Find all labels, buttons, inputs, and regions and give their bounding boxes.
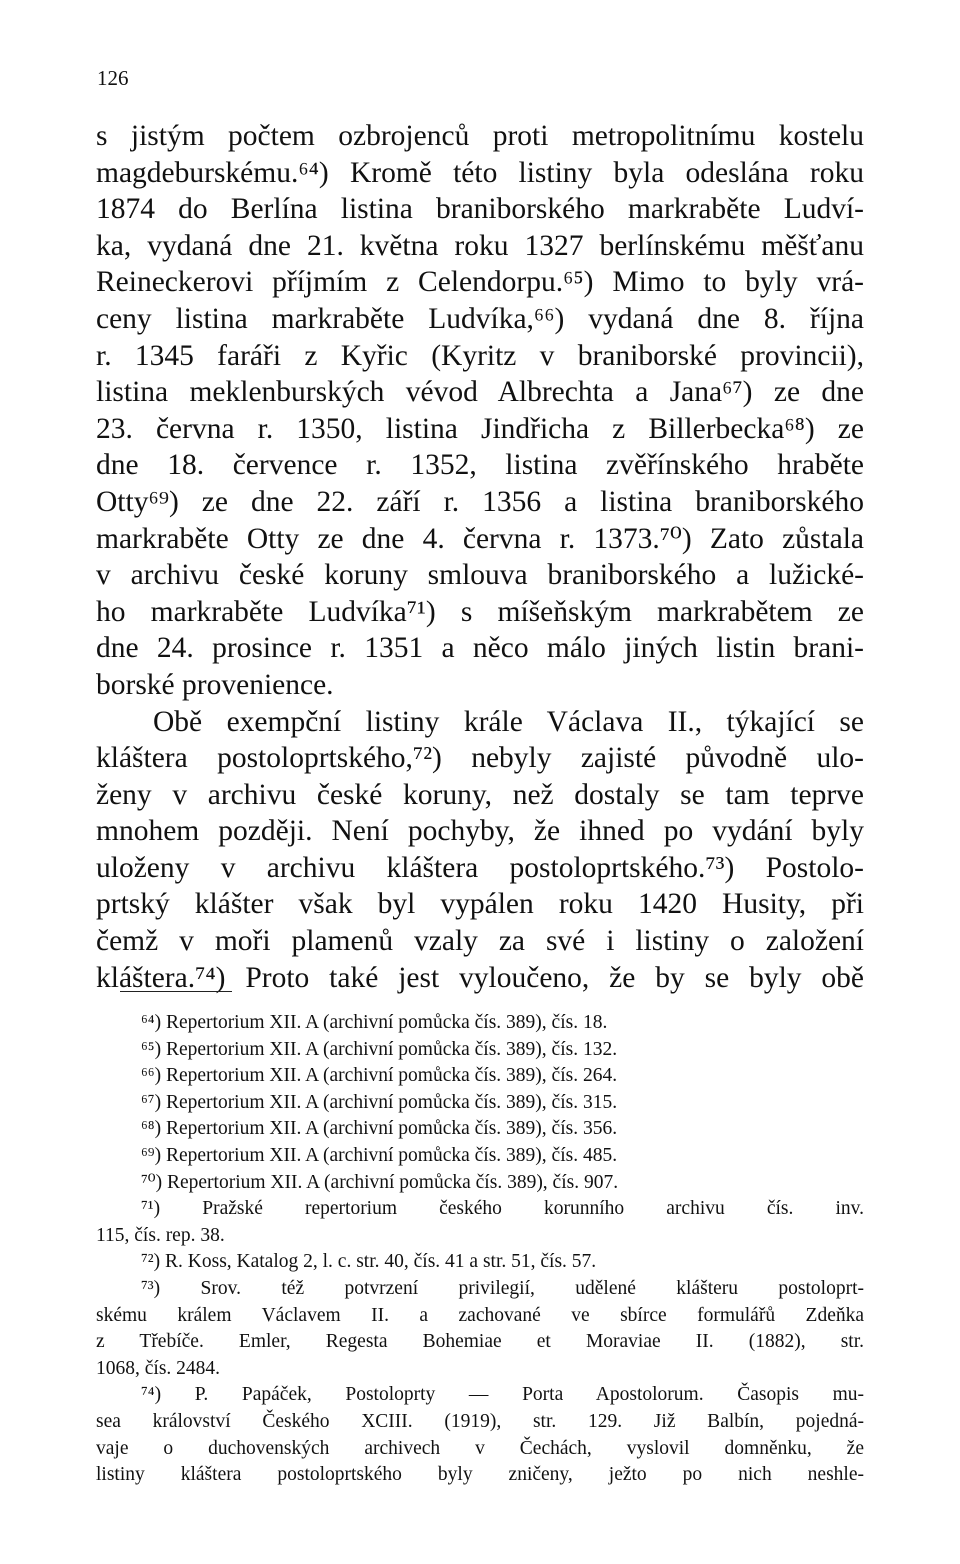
body-line: uloženy v archivu kláštera postoloprtského.⁷³) Postolo- bbox=[96, 851, 864, 884]
footnote-line: 1068, čís. 2484. bbox=[96, 1357, 221, 1379]
footnote-line: 115, čís. rep. 38. bbox=[96, 1224, 225, 1246]
footnote-line: sea království Českého XCIII. (1919), str. 129. Již Balbín, pojedná- bbox=[96, 1410, 864, 1432]
page-number: 126 bbox=[97, 66, 129, 90]
body-line: 23. června r. 1350, listina Jindřicha z Billerbecka⁶⁸) ze bbox=[96, 412, 864, 445]
footnote-line: ⁶⁷) Repertorium XII. A (archivní pomůcka čís. 389), čís. 315. bbox=[141, 1091, 618, 1113]
footnote-line: skému králem Václavem II. a zachované ve sbírce formulářů Zdeňka bbox=[96, 1304, 864, 1326]
body-line: borské provenience. bbox=[96, 668, 334, 701]
body-line: čemž v moři plamenů vzaly za své i listiny o založení bbox=[96, 925, 864, 958]
footnote-line: ⁶⁹) Repertorium XII. A (archivní pomůcka čís. 389), čís. 485. bbox=[141, 1144, 618, 1166]
footnote-line: ⁶⁸) Repertorium XII. A (archivní pomůcka čís. 389), čís. 356. bbox=[141, 1118, 618, 1140]
footnote-line: ⁶⁶) Repertorium XII. A (archivní pomůcka čís. 389), čís. 264. bbox=[141, 1065, 618, 1087]
body-line: markraběte Otty ze dne 4. června r. 1373.⁷⁰) Zato zůstala bbox=[96, 522, 864, 555]
footnote-line: ⁶⁵) Repertorium XII. A (archivní pomůcka čís. 389), čís. 132. bbox=[141, 1038, 618, 1060]
body-line: ceny listina markraběte Ludvíka,⁶⁶) vydaná dne 8. října bbox=[96, 302, 864, 335]
footnote-divider bbox=[120, 991, 232, 992]
body-line: listina meklenburských vévod Albrechta a Jana⁶⁷) ze dne bbox=[96, 376, 864, 409]
body-line: kláštera.⁷⁴) Proto také jest vyloučeno, že by se byly obě bbox=[96, 961, 864, 994]
body-line: kláštera postoloprtského,⁷²) nebyly zajisté původně ulo- bbox=[96, 742, 864, 775]
body-line: magdeburskému.⁶⁴) Kromě této listiny byla odeslána roku bbox=[96, 156, 864, 189]
body-line: dne 24. prosince r. 1351 a něco málo jiných listin brani- bbox=[96, 632, 864, 665]
body-line: 1874 do Berlína listina braniborského markraběte Ludví- bbox=[96, 193, 864, 226]
body-line: prtský klášter však byl vypálen roku 1420 Husity, při bbox=[96, 888, 864, 921]
footnote-line: z Třebíče. Emler, Regesta Bohemiae et Moraviae II. (1882), str. bbox=[96, 1331, 864, 1353]
footnote-line: ⁶⁴) Repertorium XII. A (archivní pomůcka čís. 389), čís. 18. bbox=[141, 1012, 608, 1033]
footnote-line: ⁷²) R. Koss, Katalog 2, l. c. str. 40, čís. 41 a str. 51, čís. 57. bbox=[141, 1251, 597, 1273]
body-line: Reineckerovi příjmím z Celendorpu.⁶⁵) Mimo to byly vrá- bbox=[96, 266, 864, 299]
footnote-line: ⁷¹) Pražské repertorium českého korunního archivu čís. inv. bbox=[141, 1198, 864, 1220]
body-line: ka, vydaná dne 21. května roku 1327 berlínskému měšťanu bbox=[96, 229, 864, 262]
footnote-line: vaje o duchovenských archivech v Čechách, vyslovil domněnku, že bbox=[96, 1437, 864, 1459]
footnote-line: ⁷⁴) P. Papáček, Postoloprty — Porta Apostolorum. Časopis mu- bbox=[141, 1384, 864, 1406]
footnote-line: ⁷³) Srov. též potvrzení privilegií, udělené klášteru postoloprt- bbox=[141, 1277, 864, 1299]
body-line: dne 18. července r. 1352, listina zvěřínského hraběte bbox=[96, 449, 864, 482]
body-line: ho markraběte Ludvíka⁷¹) s míšeňským markrabětem ze bbox=[96, 595, 864, 628]
body-line: ženy v archivu české koruny, než dostaly se tam teprve bbox=[96, 778, 864, 811]
footnotes bbox=[96, 1010, 864, 1489]
body-line: Otty⁶⁹) ze dne 22. září r. 1356 a listina braniborského bbox=[96, 485, 864, 518]
footnote-line: ⁷⁰) Repertorium XII. A (archivní pomůcka čís. 389), čís. 907. bbox=[141, 1171, 619, 1193]
footnote-line: listiny kláštera postoloprtského byly zničeny, ježto po nich neshle- bbox=[96, 1464, 864, 1486]
body-line: Obě exempční listiny krále Václava II., týkající se bbox=[153, 705, 864, 738]
body-line: v archivu české koruny smlouva braniborského a lužické- bbox=[96, 559, 864, 592]
body-line: r. 1345 faráři z Kyřic (Kyritz v braniborské provincii), bbox=[96, 339, 864, 372]
body-line: mnohem později. Není pochyby, že ihned po vydání byly bbox=[96, 815, 864, 848]
body-text bbox=[96, 118, 864, 996]
body-line: s jistým počtem ozbrojenců proti metropolitnímu kostelu bbox=[96, 120, 864, 152]
